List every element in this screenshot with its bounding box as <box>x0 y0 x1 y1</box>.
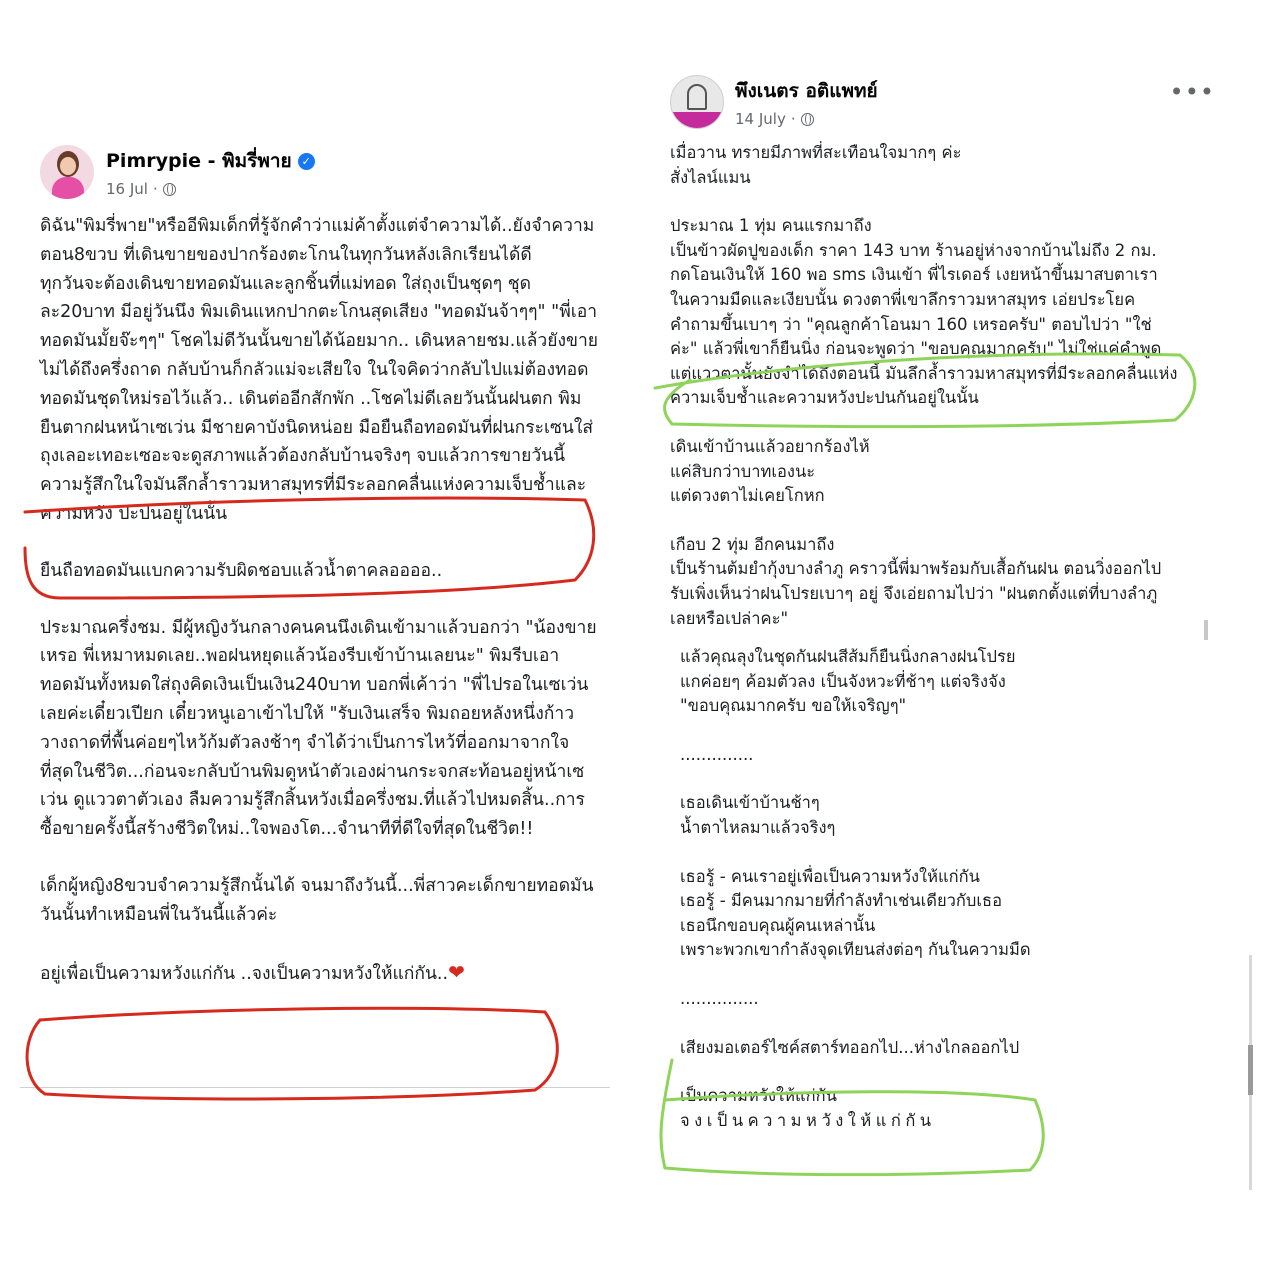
right-indented-6: เสียงมอเตอร์ไซค์สตาร์ทออกไป...ห่างไกลออกไป <box>680 1037 1020 1057</box>
right-paragraph-1: เมื่อวาน ทรายมีภาพที่สะเทือนใจมากๆ ค่ะ สั่งไลน์แมน <box>670 143 962 187</box>
left-divider <box>20 1087 610 1088</box>
right-indented-5: ............... <box>680 989 759 1009</box>
right-avatar[interactable] <box>670 75 724 129</box>
globe-icon <box>801 113 814 126</box>
right-indented-2: .............. <box>680 744 754 764</box>
left-post-header <box>40 145 315 199</box>
left-closing-text: อยู่เพื่อเป็นความหวังแก่กัน ..จงเป็นความหวังให้แก่กัน.. <box>40 963 449 984</box>
left-post-meta: 16 Jul · <box>106 180 315 198</box>
right-post-date[interactable]: 14 July <box>735 110 786 128</box>
right-post-body <box>670 141 1250 1133</box>
left-avatar[interactable] <box>40 145 94 199</box>
right-post-header <box>670 75 878 129</box>
left-post-body <box>40 212 600 988</box>
more-options-icon[interactable]: ••• <box>1169 78 1215 106</box>
right-closing-2: จงเป็นความหวังให้แก่กัน <box>680 1110 936 1130</box>
left-paragraph-4: เด็กผู้หญิง8ขวบจำความรู้สึกนั้นได้ จนมาถึงวันนี้...พี่สาวคะเด็กขายทอดมันวันนั้นทำเหมือนพี่ในวันนี้แล้วค่ะ <box>40 875 594 925</box>
right-post <box>655 70 1255 1200</box>
left-author-name[interactable] <box>106 146 315 176</box>
right-paragraph-2: ประมาณ 1 ทุ่ม คนแรกมาถึง เป็นข้าวผัดปูของเด็ก ราคา 143 บาท ร้านอยู่ห่างจากบ้านไม่ถึง 2 กม. กดโอนเงินให้ 160 พอ sms เงินเข้า พี่ไรเดอร์ เงยหน้าขึ้นมาสบตาเรา ในความมืดและเงียบนั้น ดวงตาพี่เขาลึกราวมหาสมุทร เอ่ยประโยค คำถามขึ้นเบาๆ ว่า "คุณลูกค้าโอนมา 160 เหรอครับ" ตอบไปว่า "ใช่ ค่ะ" แล้วพี่เขาก็ยืนนิ่ง ก่อนจะพูดว่า "ขอบคุณมากครับ" ไม่ใช่แค่คำพูด แต่แววตานั้นยังจำได้ถึงตอนนี้ มันลึกล้ำราวมหาสมุทรที่มีระลอกคลื่นแห่ง ความเจ็บช้ำและความหวังปะปนกันอยู่ในนั้น <box>670 216 1178 408</box>
left-closing <box>40 958 600 989</box>
right-author-name[interactable] <box>735 76 878 106</box>
verified-badge-icon: ✓ <box>298 153 315 170</box>
left-author-text[interactable]: Pimrypie - พิมรี่พาย <box>106 150 292 172</box>
scrollbar-thumb-upper[interactable] <box>1204 620 1208 640</box>
right-indented-4: เธอรู้ - คนเราอยู่เพื่อเป็นความหวังให้แก่กัน เธอรู้ - มีคนมากมายที่กำลังทำเช่นเดียวกับเธอ เธอนึกขอบคุณผู้คนเหล่านั้น เพราะพวกเขากำลังจุดเทียนส่งต่อๆ กันในความมืด <box>680 866 1031 960</box>
right-indented-3: เธอเดินเข้าบ้านช้าๆ น้ำตาไหลมาแล้วจริงๆ <box>680 793 836 838</box>
right-paragraph-3: เดินเข้าบ้านแล้วอยากร้องไห้ แค่สิบกว่าบาทเองนะ แต่ดวงตาไม่เคยโกหก <box>670 436 870 506</box>
left-paragraph-1: ดิฉัน"พิมรี่พาย"หรืออีพิมเด็กที่รู้จักคำว่าแม่ค้าตั้งแต่จำความได้..ยังจำความตอน8ขวบ ที่เดินขายของปากร้องตะโกนในทุกวันหลังเลิกเรียนได้ดี ทุกวันจะต้องเดินขายทอดมันและลูกชิ้นที่แม่ทอด ใส่ถุงเป็นชุดๆ ชุดละ20บาท มีอยู่วันนึง พิมเดินแหกปากตะโกนสุดเสียง "ทอดมันจ้าๆๆ" "พี่เอาทอดมันมั้ยจ๊ะๆๆ" โชคไม่ดีวันนั้นขายได้น้อยมาก.. เดินหลายชม.แล้วยังขายไม่ได้ถึงครึ่งถาด กลับบ้านก็กลัวแม่จะเสียใจ ในใจคิดว่ากลับไปแม่ต้องทอด ทอดมันชุดใหม่รอไว้แล้ว.. เดินต่ออีกสักพัก ..โชคไม่ดีเลยวันนั้นฝนตก พิมยืนตากฝนหน้าเซเว่น มีชายคาบังนิดหน่อย มือยืนถือทอดมันที่ฝนกระเซนใส่ถุงเลอะเทอะเซอะจะดูสภาพแล้วต้องกลับบ้านจริงๆ จบแล้วการขายวันนี้ ความรู้สึกในใจมันลึกล้ำราวมหาสมุทรที่มีระลอกคลื่นแห่งความเจ็บช้ำและความหวัง ปะปนอยู่ในนั้น <box>40 216 599 524</box>
heart-icon: ❤ <box>448 959 465 984</box>
left-paragraph-2: ยืนถือทอดมันแบกความรับผิดชอบแล้วน้ำตาคลออออ.. <box>40 560 443 581</box>
globe-icon <box>163 183 176 196</box>
scrollbar-thumb[interactable] <box>1248 1045 1253 1095</box>
right-closing-1: เป็นความหวังให้แก่กัน <box>680 1086 837 1106</box>
right-paragraph-4: เกือบ 2 ทุ่ม อีกคนมาถึง เป็นร้านต้มยำกุ้งบางลำภู คราวนี้พี่มาพร้อมกับเสื้อกันฝน ตอนวิ่งออกไป รับเพิ่งเห็นว่าฝนโปรยเบาๆ อยู่ จึงเอ่ยถามไปว่า "ฝนตกตั้งแต่ที่บางลำภู เลยหรือเปล่าคะ" <box>670 534 1162 628</box>
right-indented-1: แล้วคุณลุงในชุดกันฝนสีส้มก็ยืนนิ่งกลางฝนโปรย แกค่อยๆ ค้อมตัวลง เป็นจังหวะที่ช้าๆ แต่จริงจัง "ขอบคุณมากครับ ขอให้เจริญๆ" <box>680 647 1016 716</box>
left-paragraph-3: ประมาณครึ่งชม. มีผู้หญิงวันกลางคนคนนึงเดินเข้ามาแล้วบอกว่า "น้องขายเหรอ พี่เหมาหมดเลย..พอฝนหยุดแล้วน้องรีบเข้าบ้านเลยนะ" พิมรีบเอาทอดมันทั้งหมดใส่ถุงคิดเงินเป็นเงิน240บาท บอกพี่เค้าว่า "พี่ไปรอในเซเว่นเลยค่ะเดี๋ยวเปียก เดี๋ยวหนูเอาเข้าไปให้ "รับเงินเสร็จ พิมถอยหลังหนึ่งก้าว วางถาดที่พื้นค่อยๆไหว้ก้มตัวลงช้าๆ จำได้ว่าเป็นการไหว้ที่ออกมาจากใจที่สุดในชีวิต...ก่อนจะกลับบ้านพิมดูหน้าตัวเองผ่านกระจกสะท้อนอยู่หน้าเซเว่น ดูแววตาตัวเอง ลืมความรู้สึกสิ้นหวังเมื่อครึ่งชม.ที่แล้วไปหมดสิ้น..การซื้อขายครั้งนี้สร้างชีวิตใหม่..ใจพองโต...จำนาทีที่ดีใจที่สุดในชีวิต!! <box>40 617 597 840</box>
left-post <box>20 130 610 1105</box>
right-post-meta: 14 July · <box>735 110 878 128</box>
left-post-date[interactable]: 16 Jul <box>106 180 148 198</box>
right-author-text[interactable]: พึงเนตร อติแพทย์ <box>735 80 878 102</box>
